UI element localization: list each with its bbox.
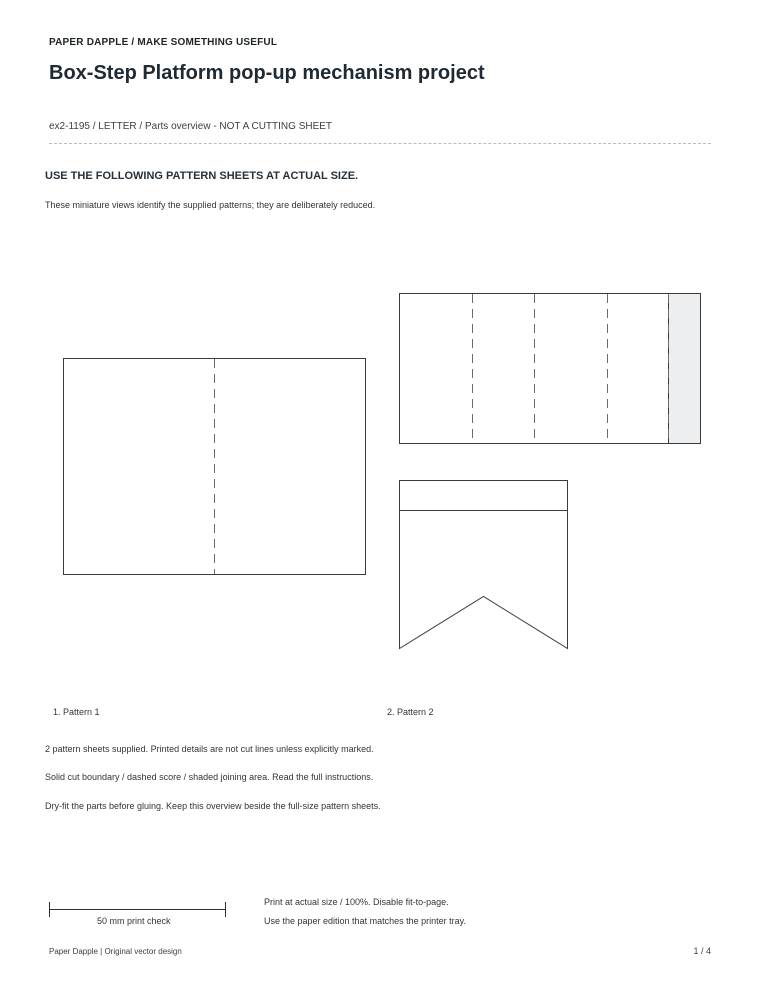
pattern-2-banner-cut-outline	[400, 481, 568, 649]
footer-credit: Paper Dapple | Original vector design	[49, 947, 182, 956]
document-meta: ex2-1195 / LETTER / Parts overview - NOT A CUTTING SHEET	[49, 121, 333, 132]
pattern-2-strip-preview	[400, 294, 701, 444]
pattern-2-caption: 2. Pattern 2	[387, 707, 434, 717]
brand-line: PAPER DAPPLE / MAKE SOMETHING USEFUL	[49, 37, 278, 48]
pattern-2-banner-preview	[400, 481, 568, 649]
note-line-legend: Solid cut boundary / dashed score / shaded joining area. Read the full instructions.	[45, 772, 374, 782]
section-heading: USE THE FOLLOWING PATTERN SHEETS AT ACTUAL SIZE.	[45, 170, 359, 182]
scale-bar	[50, 902, 226, 917]
page-title: Box-Step Platform pop-up mechanism project	[49, 62, 485, 84]
print-note-paper: Use the paper edition that matches the printer tray.	[264, 916, 466, 926]
note-dry-fit: Dry-fit the parts before gluing. Keep this overview beside the full-size pattern sheets.	[45, 801, 381, 811]
note-sheets-supplied: 2 pattern sheets supplied. Printed details are not cut lines unless explicitly marked.	[45, 744, 374, 754]
section-intro: These miniature views identify the supplied patterns; they are deliberately reduced.	[45, 200, 376, 210]
pattern-1-preview	[64, 359, 366, 575]
pattern-2-strip-cut-outline	[400, 294, 701, 444]
print-note-actual-size: Print at actual size / 100%. Disable fit-to-page.	[264, 897, 449, 907]
page-number: 1 / 4	[693, 946, 711, 956]
glue-tab	[669, 294, 701, 444]
pattern-1-caption: 1. Pattern 1	[53, 707, 100, 717]
scale-bar-label: 50 mm print check	[97, 916, 171, 926]
